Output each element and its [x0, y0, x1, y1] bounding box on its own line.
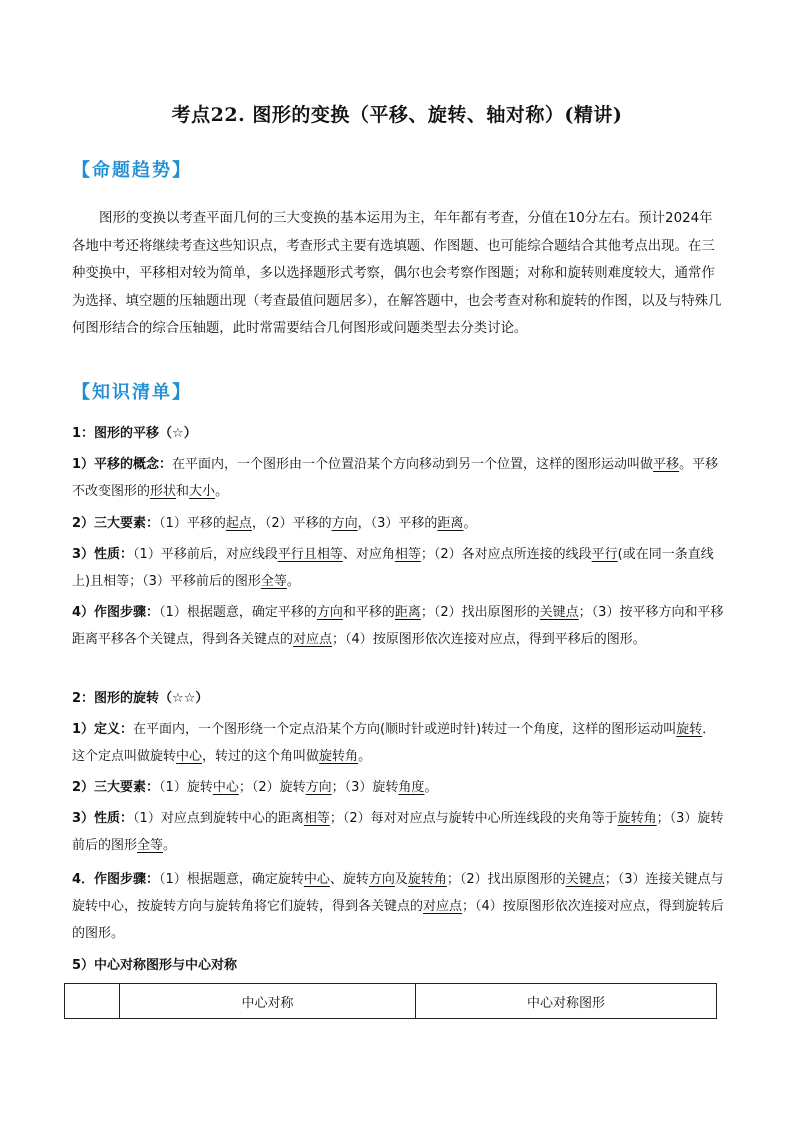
term: 对应点 [423, 899, 463, 914]
label: 4）作图步骤： [72, 605, 160, 620]
text: ，转过的这个角叫做 [202, 749, 320, 764]
term: 中心 [303, 872, 330, 887]
central-symmetry-table [64, 983, 717, 1019]
term: 平移 [653, 457, 680, 472]
rotation-elements [72, 774, 724, 801]
term: 距离 [437, 516, 464, 531]
text: 。 [163, 838, 177, 853]
label: 3）性质： [72, 811, 134, 826]
text: 在平面内，一个图形由一个位置沿某个方向移动到另一个位置，这样的图形运动叫做 [172, 457, 654, 472]
text: 。 [286, 574, 300, 589]
page-title: 考点22. 图形的变换（平移、旋转、轴对称）(精讲) [171, 104, 623, 126]
text: ；（2）旋转 [238, 780, 306, 795]
table-cell: 中心对称 [120, 984, 416, 1019]
label: 4．作图步骤： [72, 872, 160, 887]
text: （1）平移的 [159, 516, 226, 531]
term: 旋转 [676, 722, 703, 737]
text: 。 [215, 484, 229, 499]
rotation-properties [72, 805, 724, 859]
term: 关键点 [539, 605, 579, 620]
text: 在平面内，一个图形绕一个定点沿某个方向(顺时针或逆时针)转过一个角度，这样的图形运动叫 [133, 722, 677, 737]
text: （1）旋转 [159, 780, 213, 795]
text: （1）平移前后，对应线段 [133, 547, 278, 562]
text: ；（2）找出原图形的 [420, 605, 540, 620]
text: ；（3）按平移方向和平移距离平移各个关键点，得到各关键点的 [72, 605, 724, 647]
translation-heading: 1：图形的平移（☆） [72, 426, 197, 441]
text: ；（3）连接关键点与旋转中心，按旋转方向与旋转角将它们旋转，得到各关键点的 [72, 872, 724, 914]
text: （1）对应点到旋转中心的距离 [133, 811, 304, 826]
term: 旋转角 [617, 811, 657, 826]
text: ；（4）按原图形依次连接对应点，得到平移后的图形。 [332, 632, 646, 647]
term: 相等 [394, 547, 421, 562]
term: 中心 [176, 749, 203, 764]
term: 全等 [260, 574, 287, 589]
text: 。 [424, 780, 438, 795]
table-cell: 中心对称图形 [416, 984, 717, 1019]
knowledge-heading: 【知识清单】 [72, 382, 192, 403]
label: 2）三大要素： [72, 780, 160, 795]
label: 1）定义： [72, 722, 134, 737]
text: 和平移的 [342, 605, 395, 620]
text: ；（4）按原图形依次连接对应点，得到旋转后的图形。 [72, 899, 724, 941]
text: ；（2）各对应点所连接的线段 [420, 547, 592, 562]
term: 平行 [591, 547, 618, 562]
text: ，（2）平移的 [251, 516, 332, 531]
text: 。 [358, 749, 372, 764]
text: 及 [394, 872, 408, 887]
rotation-heading: 2：图形的旋转（☆☆） [72, 691, 209, 706]
text: ．这个定点叫做旋转 [72, 722, 716, 764]
text: ，（3）平移的 [357, 516, 438, 531]
term: 关键点 [565, 872, 605, 887]
term: 中心 [212, 780, 239, 795]
central-symmetry-heading: 5）中心对称图形与中心对称 [72, 958, 238, 973]
term: 全等 [137, 838, 164, 853]
term: 方向 [368, 872, 395, 887]
text: 。 [463, 516, 477, 531]
table-row [65, 984, 717, 1019]
translation-steps [72, 599, 724, 653]
term: 对应点 [293, 632, 333, 647]
text: ；（2）每对对应点与旋转中心所连线段的夹角等于 [329, 811, 618, 826]
label: 1）平移的概念： [72, 457, 173, 472]
rotation-steps [72, 866, 724, 947]
term: 形状 [150, 484, 177, 499]
term: 方向 [305, 780, 332, 795]
text: 和 [176, 484, 190, 499]
term: 平行且相等 [277, 547, 343, 562]
translation-elements [72, 510, 724, 537]
term: 相等 [303, 811, 330, 826]
term: 距离 [394, 605, 421, 620]
text: ；（2）找出原图形的 [446, 872, 566, 887]
text: 、对应角 [342, 547, 395, 562]
text: 、旋转 [329, 872, 369, 887]
term: 旋转角 [407, 872, 447, 887]
term: 大小 [189, 484, 216, 499]
term: 旋转角 [319, 749, 359, 764]
term: 方向 [331, 516, 358, 531]
translation-properties [72, 541, 724, 595]
term: 角度 [398, 780, 425, 795]
trend-body: 图形的变换以考查平面几何的三大变换的基本运用为主，年年都有考查，分值在10分左右。预计2024年各地中考还将继续考查这些知识点，考查形式主要有选填题、作图题、也可能综合题结合其他考点出现。在三种变换中，平移相对较为简单，多以选择题形式考察，偶尔也会考察作图题；对称和旋转则难度较大，通常作为选择、填空题的压轴题出现（考查最值问题居多），在解答题中，也会考查对称和旋转的作图，以及与特殊几何图形结合的综合压轴题，此时常需要结合几何图形或问题类型去分类讨论。 [72, 211, 722, 336]
text: 。平移不改变图形的 [72, 457, 719, 499]
rotation-definition [72, 716, 724, 770]
translation-concept [72, 451, 724, 505]
label: 2）三大要素： [72, 516, 160, 531]
text: （1）根据题意，确定旋转 [159, 872, 304, 887]
text: ；（3）旋转前后的图形 [72, 811, 724, 853]
text: (或在同一条直线上)且相等；（3）平移前后的图形 [72, 547, 714, 589]
trend-heading: 【命题趋势】 [72, 160, 192, 181]
text: （1）根据题意，确定平移的 [159, 605, 317, 620]
label: 3）性质： [72, 547, 134, 562]
term: 方向 [316, 605, 343, 620]
text: ；（3）旋转 [331, 780, 399, 795]
term: 起点 [225, 516, 252, 531]
table-cell [65, 984, 120, 1019]
